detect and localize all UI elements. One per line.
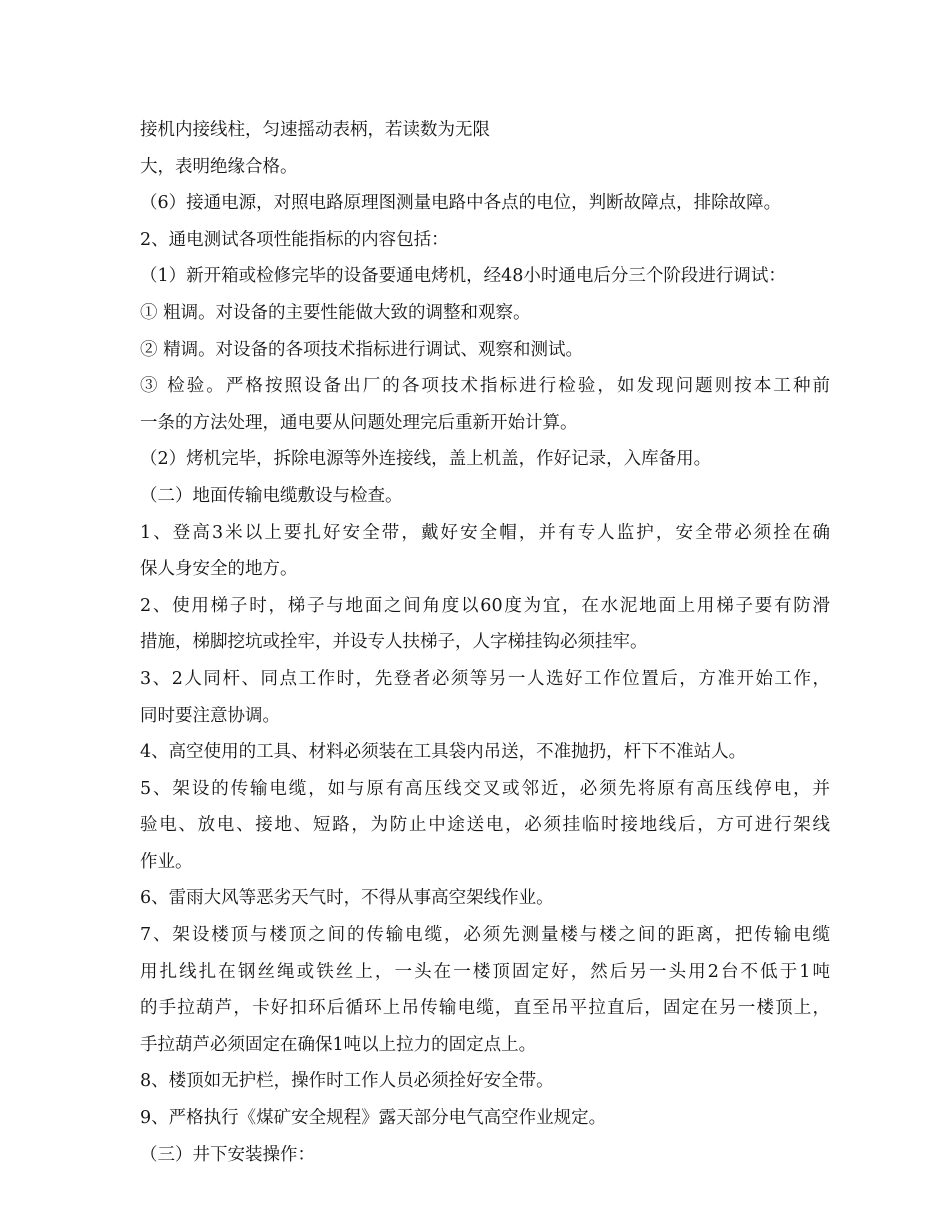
text-line: 措施，梯脚挖坑或拴牢，并设专人扶梯子，人字梯挂钩必须挂牢。 xyxy=(140,632,648,653)
text-line: ② 精调。对设备的各项技术指标进行调试、观察和测试。 xyxy=(140,339,584,360)
text-line: 2、使用梯子时，梯子与地面之间角度以60度为宜，在水泥地面上用梯子要有防滑 xyxy=(140,595,830,616)
text-line: ① 粗调。对设备的主要性能做大致的调整和观察。 xyxy=(140,302,531,323)
text-line: 1、登高3米以上要扎好安全带，戴好安全帽，并有专人监护，安全带必须拴在确 xyxy=(140,522,830,543)
text-line: 接机内接线柱，匀速摇动表柄，若读数为无限 xyxy=(140,120,490,140)
text-line: 9、严格执行《煤矿安全规程》露天部分电气高空作业规定。 xyxy=(140,1108,607,1129)
text-line: （三）井下安装操作： xyxy=(140,1144,315,1165)
text-line: 用扎线扎在钢丝绳或铁丝上，一头在一楼顶固定好，然后另一头用2台不低于1吨 xyxy=(140,961,830,982)
text-line: 同时要注意协调。 xyxy=(140,705,280,726)
text-line: （二）地面传输电缆敷设与检查。 xyxy=(140,485,403,506)
text-line: 的手拉葫芦，卡好扣环后循环上吊传输电缆，直至吊平拉直后，固定在另一楼顶上， xyxy=(140,998,830,1019)
text-line: 保人身安全的地方。 xyxy=(140,559,298,580)
text-line: （6）接通电源，对照电路原理图测量电路中各点的电位，判断故障点，排除故障。 xyxy=(140,193,782,214)
document-body xyxy=(140,112,830,1173)
text-line: 4、高空使用的工具、材料必须装在工具袋内吊送，不准抛扔，杆下不准站人。 xyxy=(140,742,747,763)
text-line: ③ 检验。严格按照设备出厂的各项技术指标进行检验，如发现问题则按本工种前 xyxy=(140,376,830,397)
text-line: 8、楼顶如无护栏，操作时工作人员必须拴好安全带。 xyxy=(140,1071,554,1092)
text-line: 大，表明绝缘合格。 xyxy=(140,156,298,177)
text-line: 手拉葫芦必须固定在确保1吨以上拉力的固定点上。 xyxy=(140,1034,537,1055)
text-line: （1）新开箱或检修完毕的设备要通电烤机，经48小时通电后分三个阶段进行调试： xyxy=(140,266,786,287)
text-line: 3、2人同杆、同点工作时，先登者必须等另一人选好工作位置后，方准开始工作， xyxy=(140,668,830,689)
text-line: 一条的方法处理，通电要从问题处理完后重新开始计算。 xyxy=(140,412,578,433)
text-line: （2）烤机完毕，拆除电源等外连接线，盖上机盖，作好记录，入库备用。 xyxy=(140,449,712,470)
text-line: 7、架设楼顶与楼顶之间的传输电缆，必须先测量楼与楼之间的距离，把传输电缆 xyxy=(140,925,830,946)
text-line: 验电、放电、接地、短路，为防止中途送电，必须挂临时接地线后，方可进行架线 xyxy=(140,815,830,836)
text-line: 2、通电测试各项性能指标的内容包括： xyxy=(140,229,449,250)
text-line: 6、雷雨大风等恶劣天气时，不得从事高空架线作业。 xyxy=(140,888,554,909)
text-line: 作业。 xyxy=(140,851,193,872)
text-line: 5、架设的传输电缆，如与原有高压线交叉或邻近，必须先将原有高压线停电，并 xyxy=(140,778,830,799)
